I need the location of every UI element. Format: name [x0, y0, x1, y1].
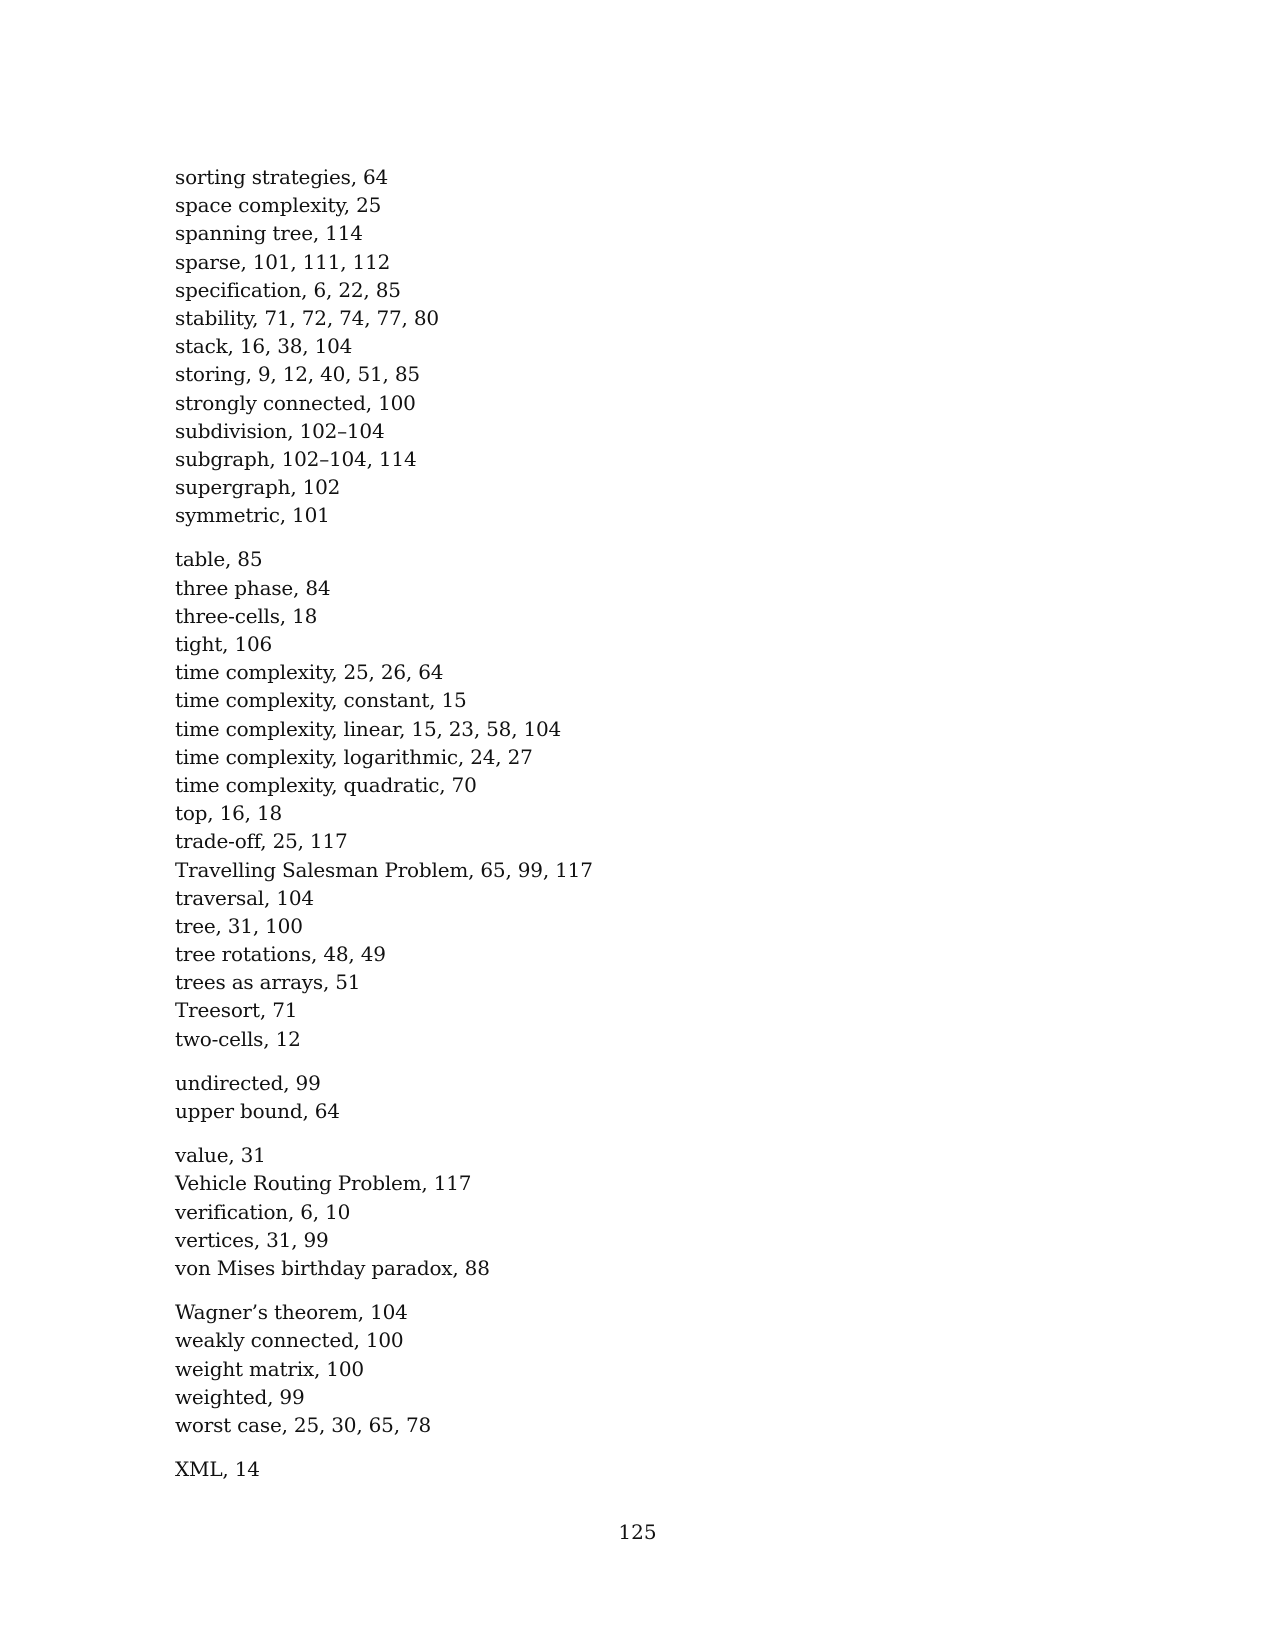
index-group-v [175, 1141, 875, 1282]
index-entry: supergraph, 102 [175, 475, 341, 500]
index-entry: time complexity, linear, 15, 23, 58, 104 [175, 716, 562, 741]
index-entry: specification, 6, 22, 85 [175, 277, 401, 302]
index-entry: tight, 106 [175, 632, 273, 656]
index-entry: time complexity, constant, 15 [175, 688, 467, 713]
index-entry: time complexity, quadratic, 70 [175, 772, 477, 797]
index-entry: storing, 9, 12, 40, 51, 85 [175, 362, 420, 387]
index-group-s [175, 163, 875, 529]
index-entry: stack, 16, 38, 104 [175, 334, 353, 359]
index-entry: symmetric, 101 [175, 503, 330, 528]
index-entry: time complexity, 25, 26, 64 [175, 660, 444, 685]
index-entry: time complexity, logarithmic, 24, 27 [175, 744, 533, 769]
index-entry: trade-off, 25, 117 [175, 829, 348, 854]
index-entry: verification, 6, 10 [175, 1199, 351, 1224]
index-entry: table, 85 [175, 547, 263, 572]
index-entry: undirected, 99 [175, 1070, 321, 1095]
index-entry: tree, 31, 100 [175, 913, 303, 938]
index-entry: upper bound, 64 [175, 1099, 340, 1123]
index-entry: two-cells, 12 [175, 1026, 301, 1051]
index-entry: subdivision, 102–104 [175, 418, 385, 443]
index-entry: Treesort, 71 [175, 998, 298, 1023]
index-entry: stability, 71, 72, 74, 77, 80 [175, 305, 439, 330]
index-entry: von Mises birthday paradox, 88 [175, 1255, 490, 1280]
index-entry: sparse, 101, 111, 112 [175, 249, 391, 274]
index-entry: tree rotations, 48, 49 [175, 942, 386, 967]
index-group-u [175, 1069, 875, 1125]
index-list [175, 163, 875, 1483]
index-entry: space complexity, 25 [175, 193, 382, 218]
index-entry: three phase, 84 [175, 575, 331, 600]
index-entry: sorting strategies, 64 [175, 165, 389, 189]
index-entry: traversal, 104 [175, 885, 314, 910]
page-number: 125 [618, 1520, 657, 1544]
index-entry: subgraph, 102–104, 114 [175, 446, 417, 471]
index-group-x [175, 1455, 875, 1483]
index-entry: Travelling Salesman Problem, 65, 99, 117 [175, 857, 593, 882]
index-entry: strongly connected, 100 [175, 390, 416, 415]
index-entry: XML, 14 [175, 1457, 260, 1482]
index-entry: three-cells, 18 [175, 603, 318, 628]
index-entry: Vehicle Routing Problem, 117 [175, 1171, 472, 1196]
index-entry: worst case, 25, 30, 65, 78 [175, 1412, 432, 1437]
index-entry: weight matrix, 100 [175, 1356, 364, 1381]
index-entry: weakly connected, 100 [175, 1328, 404, 1353]
index-entry: vertices, 31, 99 [175, 1227, 329, 1252]
index-entry: spanning tree, 114 [175, 221, 363, 246]
index-entry: weighted, 99 [175, 1384, 305, 1409]
index-entry: trees as arrays, 51 [175, 970, 361, 995]
index-entry: Wagner’s theorem, 104 [175, 1300, 408, 1325]
index-entry: value, 31 [175, 1143, 266, 1168]
index-group-w [175, 1298, 875, 1439]
index-group-t [175, 545, 875, 1052]
index-entry: top, 16, 18 [175, 801, 283, 826]
